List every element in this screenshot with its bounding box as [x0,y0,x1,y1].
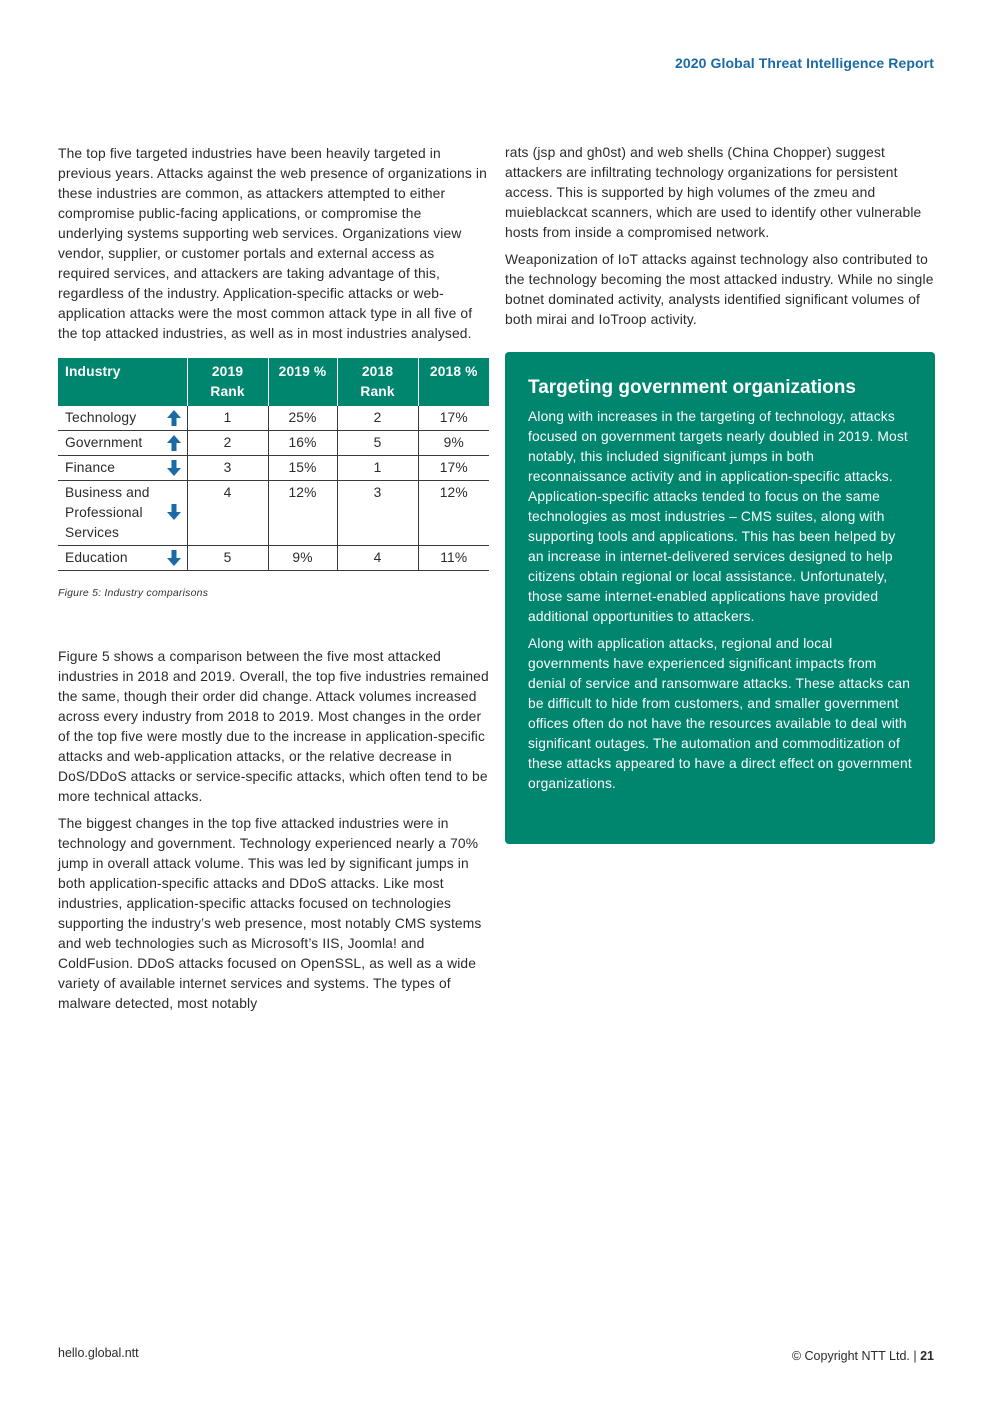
rank-2018-cell: 5 [337,431,418,456]
header-2018-rank-line2: Rank [360,384,395,399]
table-row [58,546,489,571]
table-row [58,406,489,431]
table-header-row [58,358,489,406]
callout-title: Targeting government organizations [528,377,856,398]
industry-cell [58,431,187,456]
rank-2019-cell: 4 [187,481,268,546]
header-2019-rank-line1: 2019 [211,364,244,379]
pct-2018-cell: 9% [418,431,489,456]
callout-box [505,352,935,844]
rank-2018-cell: 2 [337,406,418,431]
arrow-up-icon [166,409,182,427]
body-paragraph-2: Figure 5 shows a comparison between the five most attacked industries in 2018 and 2019. Overall, the top five industries remained the same, though their order did change. Attack volumes increased across every industry from 2018 to 2019. Most changes in the order of the top five were mostly due to the increase in application-specific attacks and web-application attacks, or the relative decrease in DoS/DDoS attacks or service-specific attacks, which often tend to be more technical attacks. [58,649,489,804]
footer-copyright [792,1349,934,1363]
table-row [58,456,489,481]
rank-2018-cell: 1 [337,456,418,481]
pct-2018-cell: 11% [418,546,489,571]
industry-cell [58,406,187,431]
figure-caption: Figure 5: Industry comparisons [58,587,209,599]
pct-2018-cell: 17% [418,456,489,481]
arrow-down-icon [166,503,182,521]
arrow-up-icon [166,434,182,452]
table-row [58,431,489,456]
industry-name: Technology [65,410,137,425]
copyright-text: © Copyright NTT Ltd. | [791,1349,921,1363]
arrow-down-icon [166,549,182,567]
header-2019-rank [187,358,268,406]
header-industry: Industry [58,358,187,406]
header-2018-rank [337,358,418,406]
report-title: 2020 Global Threat Intelligence Report [675,55,934,71]
page-number: 21 [920,1349,934,1363]
industry-name-line1: Business and [65,485,150,500]
pct-2019-cell: 16% [268,431,337,456]
industry-name: Finance [65,460,116,475]
right-column [505,143,935,337]
pct-2018-cell: 17% [418,406,489,431]
rank-2018-cell: 4 [337,546,418,571]
pct-2019-cell: 9% [268,546,337,571]
body-paragraph-3: The biggest changes in the top five attacked industries were in technology and government. Technology experienced nearly a 70% jump in overall attack volume. This was led by significant jumps in both application-specific attacks and DDoS attacks. Like most industries, application-specific attacks focused on technologies supporting the industry’s web presence, most notably CMS systems and web technologies such as Microsoft’s IIS, Joomla! and ColdFusion. DDoS attacks focused on OpenSSL, as well as a wide variety of available internet services and systems. The types of malware detected, most notably [58,816,482,1011]
header-2019-rank-line2: Rank [210,384,245,399]
callout-paragraph-1: Along with increases in the targeting of technology, attacks focused on government targets nearly doubled in 2019. Most notably, this included significant jumps in both reconnaissance activity and in application-specific attacks. Application-specific attacks tended to focus on the same technologies as most industries – CMS suites, along with supporting tools and applications. This has been helped by an increase in internet-delivered services designed to help citizens obtain regional or local assistance. Unfortunately, those same internet-enabled applications have provided additional opportunities to attackers. [528,409,908,624]
industry-name: Government [65,435,143,450]
rank-2019-cell: 3 [187,456,268,481]
industry-name-line2: Professional [65,505,143,520]
pct-2018-cell: 12% [418,481,489,546]
intro-paragraph: The top five targeted industries have been heavily targeted in previous years. Attacks against the web presence of organizations in these industries are common, as attackers attempted to either compromise public-facing applications, or compromise the underlying systems supporting web services. Organizations view vendor, supplier, or customer portals and external access as required services, and attackers are taking advantage of this, regardless of the industry. Application-specific attacks or web-application attacks were the most common attack type in all five of the top attacked industries, as well as in most industries analysed. [58,146,487,341]
pct-2019-cell: 12% [268,481,337,546]
rank-2018-cell: 3 [337,481,418,546]
industry-cell [58,481,187,546]
industry-cell [58,456,187,481]
rank-2019-cell: 2 [187,431,268,456]
industry-comparison-table [58,358,489,571]
arrow-down-icon [166,459,182,477]
industry-name: Education [65,550,128,565]
header-2019-pct: 2019 % [268,358,337,406]
pct-2019-cell: 15% [268,456,337,481]
industry-cell [58,546,187,571]
callout-paragraph-2: Along with application attacks, regional and local governments have experienced significant impacts from denial of service and ransomware attacks. These attacks can be difficult to hide from customers, and smaller government offices often do not have the resources available to deal with significant outages. The automation and commoditization of these attacks appeared to have a direct effect on government organizations. [528,636,912,791]
table-row [58,481,489,546]
industry-name-line3: Services [65,525,120,540]
header-2018-rank-line1: 2018 [361,364,394,379]
footer-website: hello.global.ntt [58,1346,139,1360]
header-2018-pct: 2018 % [418,358,489,406]
rank-2019-cell: 1 [187,406,268,431]
left-column [58,144,490,1021]
right-paragraph-1: rats (jsp and gh0st) and web shells (China Chopper) suggest attackers are infiltrating technology organizations for persistent access. This is supported by high volumes of the zmeu and muieblackcat scanners, which are used to identify other vulnerable hosts from inside a compromised network. [505,145,922,240]
rank-2019-cell: 5 [187,546,268,571]
pct-2019-cell: 25% [268,406,337,431]
right-paragraph-2: Weaponization of IoT attacks against technology also contributed to the technology becoming the most attacked industry. While no single botnet dominated activity, analysts identified significant volumes of both mirai and IoTroop activity. [505,252,934,327]
